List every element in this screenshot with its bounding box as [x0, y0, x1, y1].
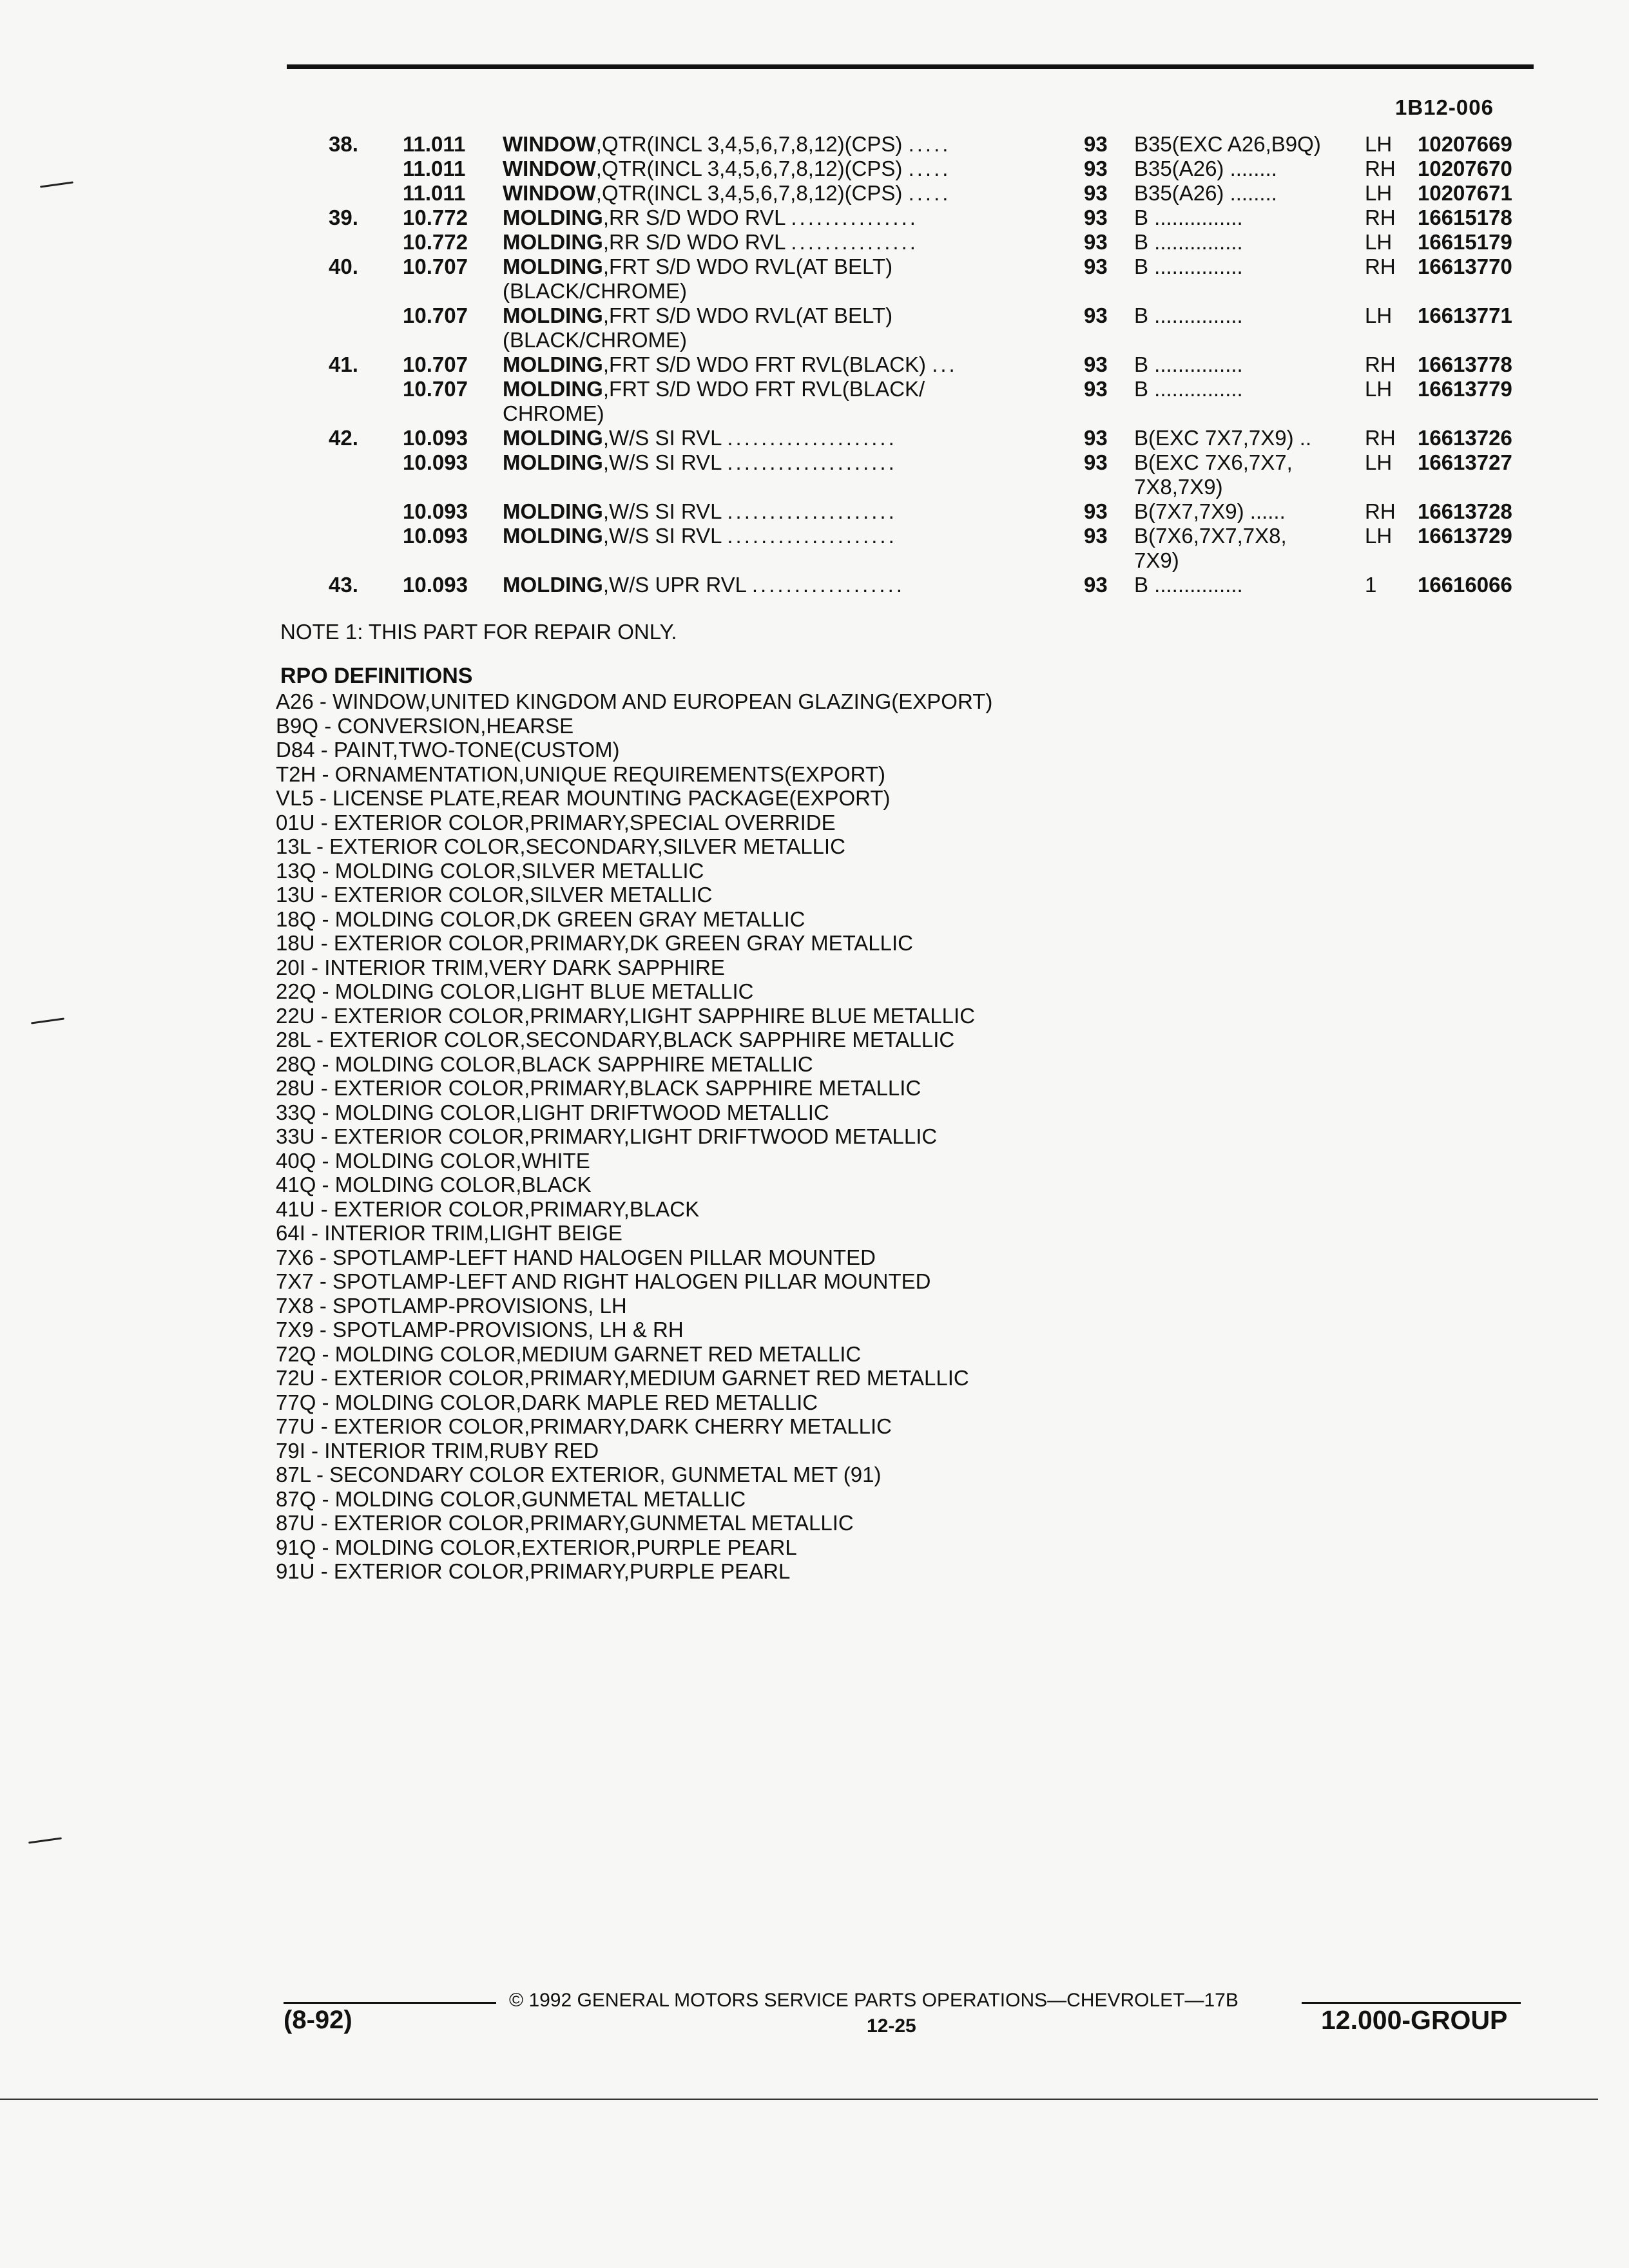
part-detail: (BLACK/CHROME) — [503, 279, 688, 303]
part-year: 93 — [1084, 377, 1108, 401]
note-text: NOTE 1: THIS PART FOR REPAIR ONLY. — [280, 620, 677, 644]
part-group: 11.011 — [403, 132, 466, 156]
part-year: 93 — [1084, 573, 1108, 597]
part-description — [503, 279, 1031, 303]
part-year: 93 — [1084, 206, 1108, 229]
leader-dots: .................... — [727, 450, 897, 474]
rpo-definition: 13L - EXTERIOR COLOR,SECONDARY,SILVER METALLIC — [276, 834, 845, 858]
part-group: 10.772 — [403, 206, 468, 229]
part-year: 93 — [1084, 450, 1108, 474]
part-detail: ,QTR(INCL 3,4,5,6,7,8,12)(CPS) — [595, 132, 903, 156]
rpo-definition: 7X8 - SPOTLAMP-PROVISIONS, LH — [276, 1293, 627, 1318]
rpo-definition: 41Q - MOLDING COLOR,BLACK — [276, 1173, 592, 1196]
part-group: 10.707 — [403, 352, 468, 376]
part-group: 11.011 — [403, 181, 466, 205]
rpo-definition: 91Q - MOLDING COLOR,EXTERIOR,PURPLE PEARL — [276, 1535, 797, 1559]
rpo-definition: 91U - EXTERIOR COLOR,PRIMARY,PURPLE PEARL — [276, 1559, 791, 1583]
part-year: 93 — [1084, 524, 1108, 548]
part-side: LH — [1365, 377, 1393, 401]
part-name: WINDOW — [503, 132, 596, 156]
part-group: 10.093 — [403, 524, 468, 548]
part-name: MOLDING — [503, 352, 603, 376]
part-number: 16613778 — [1418, 352, 1512, 376]
part-model: B ............... — [1134, 230, 1243, 254]
part-group: 10.707 — [403, 377, 468, 401]
part-side: LH — [1365, 181, 1393, 205]
rpo-definitions-title: RPO DEFINITIONS — [280, 664, 473, 688]
part-side: RH — [1365, 499, 1396, 523]
part-detail: CHROME) — [503, 401, 604, 425]
part-model: B35(A26) ........ — [1134, 157, 1277, 180]
part-group: 10.772 — [403, 230, 468, 254]
part-description — [503, 352, 1031, 377]
part-detail: ,FRT S/D WDO FRT RVL(BLACK) — [602, 352, 927, 376]
part-name: MOLDING — [503, 573, 603, 597]
part-number: 16613779 — [1418, 377, 1512, 401]
part-name: MOLDING — [503, 499, 603, 523]
rpo-definition: 28U - EXTERIOR COLOR,PRIMARY,BLACK SAPPHIRE METALLIC — [276, 1076, 921, 1100]
part-ref: 43. — [329, 573, 358, 597]
part-description — [503, 426, 1031, 450]
part-ref: 42. — [329, 426, 358, 450]
page-bottom-rule — [0, 2099, 1598, 2100]
rpo-definition: 87U - EXTERIOR COLOR,PRIMARY,GUNMETAL METALLIC — [276, 1511, 854, 1535]
part-group: 10.093 — [403, 426, 468, 450]
leader-dots: .................... — [727, 426, 897, 450]
part-description — [503, 132, 1031, 157]
rpo-definition: 13Q - MOLDING COLOR,SILVER METALLIC — [276, 858, 704, 883]
part-detail: ,W/S SI RVL — [602, 524, 722, 548]
part-number: 10207670 — [1418, 157, 1512, 180]
part-model: B ............... — [1134, 255, 1243, 278]
part-number: 16613729 — [1418, 524, 1512, 548]
part-group: 10.093 — [403, 499, 468, 523]
rpo-definition: 7X9 - SPOTLAMP-PROVISIONS, LH & RH — [276, 1318, 684, 1341]
part-ref: 40. — [329, 255, 358, 278]
part-detail: ,QTR(INCL 3,4,5,6,7,8,12)(CPS) — [595, 181, 903, 205]
part-name: MOLDING — [503, 206, 603, 229]
part-model: B ............... — [1134, 206, 1243, 229]
rpo-definition: B9Q - CONVERSION,HEARSE — [276, 713, 574, 738]
rpo-definition: 01U - EXTERIOR COLOR,PRIMARY,SPECIAL OVERRIDE — [276, 810, 836, 834]
part-description — [503, 450, 1031, 475]
footer-rule-left — [284, 2002, 496, 2004]
part-side: RH — [1365, 206, 1396, 229]
part-group: 10.093 — [403, 450, 468, 474]
part-name: WINDOW — [503, 157, 596, 180]
part-description — [503, 573, 1031, 597]
part-number: 10207669 — [1418, 132, 1512, 156]
rpo-definition: 79I - INTERIOR TRIM,RUBY RED — [276, 1438, 599, 1463]
part-detail: ,W/S SI RVL — [602, 499, 722, 523]
rpo-definition: 77Q - MOLDING COLOR,DARK MAPLE RED METALLIC — [276, 1390, 818, 1414]
part-year: 93 — [1084, 426, 1108, 450]
part-model: B(7X6,7X7,7X8, — [1134, 524, 1287, 548]
part-description — [503, 255, 1031, 279]
rpo-definition: 13U - EXTERIOR COLOR,SILVER METALLIC — [276, 883, 713, 907]
part-name: MOLDING — [503, 426, 603, 450]
part-detail: ,RR S/D WDO RVL — [602, 230, 786, 254]
rpo-definition: 22U - EXTERIOR COLOR,PRIMARY,LIGHT SAPPHIRE BLUE METALLIC — [276, 1003, 976, 1028]
part-detail: ,W/S SI RVL — [602, 450, 722, 474]
footer-page-number: 12-25 — [867, 2015, 916, 2037]
footer-copyright: © 1992 GENERAL MOTORS SERVICE PARTS OPERATIONS—CHEVROLET—17B — [509, 1990, 1239, 2011]
part-year: 93 — [1084, 352, 1108, 376]
rpo-definition: VL5 - LICENSE PLATE,REAR MOUNTING PACKAGE(EXPORT) — [276, 786, 891, 810]
leader-dots: ..... — [908, 132, 951, 156]
part-detail: ,QTR(INCL 3,4,5,6,7,8,12)(CPS) — [595, 157, 903, 180]
rpo-definition: D84 - PAINT,TWO-TONE(CUSTOM) — [276, 738, 620, 762]
part-model: B ............... — [1134, 303, 1243, 327]
rpo-definition: 18U - EXTERIOR COLOR,PRIMARY,DK GREEN GRAY METALLIC — [276, 931, 914, 955]
rpo-definition: 72Q - MOLDING COLOR,MEDIUM GARNET RED METALLIC — [276, 1341, 862, 1366]
part-year: 93 — [1084, 499, 1108, 523]
rpo-definition: 22Q - MOLDING COLOR,LIGHT BLUE METALLIC — [276, 979, 754, 1003]
rpo-definition: 18Q - MOLDING COLOR,DK GREEN GRAY METALLIC — [276, 907, 805, 931]
part-name: MOLDING — [503, 255, 603, 278]
part-side: RH — [1365, 157, 1396, 180]
rpo-definition: 41U - EXTERIOR COLOR,PRIMARY,BLACK — [276, 1196, 700, 1221]
part-description — [503, 206, 1031, 230]
part-side: LH — [1365, 450, 1393, 474]
rpo-definition: 20I - INTERIOR TRIM,VERY DARK SAPPHIRE — [276, 955, 725, 979]
rpo-definitions-list — [276, 689, 992, 1584]
part-name: WINDOW — [503, 181, 596, 205]
footer-revision: (8-92) — [284, 2006, 352, 2034]
part-ref: 39. — [329, 206, 358, 229]
rpo-definition: 7X6 - SPOTLAMP-LEFT HAND HALOGEN PILLAR MOUNTED — [276, 1245, 876, 1269]
part-model: 7X9) — [1134, 548, 1179, 572]
part-description — [503, 157, 1031, 181]
part-side: LH — [1365, 230, 1393, 254]
part-model: B ............... — [1134, 573, 1243, 597]
part-side: RH — [1365, 352, 1396, 376]
rpo-definition: 28Q - MOLDING COLOR,BLACK SAPPHIRE METALLIC — [276, 1052, 813, 1076]
rpo-definition: 72U - EXTERIOR COLOR,PRIMARY,MEDIUM GARNET RED METALLIC — [276, 1366, 969, 1390]
rpo-definition: 33Q - MOLDING COLOR,LIGHT DRIFTWOOD METALLIC — [276, 1100, 829, 1124]
part-description — [503, 401, 1031, 426]
part-detail: ,W/S SI RVL — [602, 426, 722, 450]
part-detail: ,RR S/D WDO RVL — [602, 206, 786, 229]
page-code: 1B12-006 — [1395, 95, 1494, 119]
part-number: 16616066 — [1418, 573, 1512, 597]
part-number: 10207671 — [1418, 181, 1512, 205]
part-ref: 38. — [329, 132, 358, 156]
rpo-definition: 87Q - MOLDING COLOR,GUNMETAL METALLIC — [276, 1486, 746, 1511]
part-number: 16615179 — [1418, 230, 1512, 254]
footer-group: 12.000-GROUP — [1321, 2005, 1508, 2035]
part-model: B(EXC 7X7,7X9) .. — [1134, 426, 1312, 450]
part-side: LH — [1365, 132, 1393, 156]
part-group: 11.011 — [403, 157, 466, 180]
part-side: RH — [1365, 426, 1396, 450]
part-model: B ............... — [1134, 377, 1243, 401]
leader-dots: .................... — [727, 499, 897, 523]
part-number: 16613771 — [1418, 303, 1512, 327]
part-model: B(EXC 7X6,7X7, — [1134, 450, 1293, 474]
part-description — [503, 328, 1031, 352]
leader-dots: ..... — [908, 157, 951, 180]
part-name: MOLDING — [503, 303, 603, 327]
rpo-definition: 77U - EXTERIOR COLOR,PRIMARY,DARK CHERRY METALLIC — [276, 1414, 892, 1438]
part-side: LH — [1365, 524, 1393, 548]
part-year: 93 — [1084, 132, 1108, 156]
part-side: LH — [1365, 303, 1393, 327]
part-name: MOLDING — [503, 230, 603, 254]
part-description — [503, 524, 1031, 548]
part-number: 16613727 — [1418, 450, 1512, 474]
part-number: 16613728 — [1418, 499, 1512, 523]
part-year: 93 — [1084, 230, 1108, 254]
part-model: B35(A26) ........ — [1134, 181, 1277, 205]
footer-rule-right — [1302, 2002, 1521, 2004]
leader-dots: ............... — [791, 230, 918, 254]
part-year: 93 — [1084, 255, 1108, 278]
part-group: 10.707 — [403, 303, 468, 327]
part-ref: 41. — [329, 352, 358, 376]
part-side: 1 — [1365, 573, 1377, 597]
rpo-definition: 87L - SECONDARY COLOR EXTERIOR, GUNMETAL MET (91) — [276, 1463, 882, 1486]
leader-dots: ..... — [908, 181, 951, 205]
part-name: MOLDING — [503, 377, 603, 401]
part-detail: ,W/S UPR RVL — [602, 573, 746, 597]
part-name: MOLDING — [503, 450, 603, 474]
part-detail: ,FRT S/D WDO RVL(AT BELT) — [602, 303, 893, 327]
leader-dots: .................... — [727, 524, 897, 548]
part-description — [503, 499, 1031, 524]
part-model: B(7X7,7X9) ...... — [1134, 499, 1286, 523]
rpo-definition: 64I - INTERIOR TRIM,LIGHT BEIGE — [276, 1221, 622, 1245]
leader-dots: .................. — [751, 573, 905, 597]
part-description — [503, 377, 1031, 401]
part-model: 7X8,7X9) — [1134, 475, 1223, 499]
part-year: 93 — [1084, 303, 1108, 327]
part-year: 93 — [1084, 181, 1108, 205]
part-number: 16613726 — [1418, 426, 1512, 450]
part-detail: (BLACK/CHROME) — [503, 328, 688, 352]
part-year: 93 — [1084, 157, 1108, 180]
part-number: 16613770 — [1418, 255, 1512, 278]
part-side: RH — [1365, 255, 1396, 278]
part-description — [503, 181, 1031, 206]
leader-dots: ... — [932, 352, 958, 376]
rpo-definition: 7X7 - SPOTLAMP-LEFT AND RIGHT HALOGEN PILLAR MOUNTED — [276, 1269, 931, 1293]
part-description — [503, 230, 1031, 255]
leader-dots: ............... — [791, 206, 918, 229]
part-detail: ,FRT S/D WDO RVL(AT BELT) — [602, 255, 893, 278]
part-number: 16615178 — [1418, 206, 1512, 229]
part-group: 10.093 — [403, 573, 468, 597]
part-name: MOLDING — [503, 524, 603, 548]
rpo-definition: 28L - EXTERIOR COLOR,SECONDARY,BLACK SAPPHIRE METALLIC — [276, 1028, 955, 1052]
rpo-definition: 40Q - MOLDING COLOR,WHITE — [276, 1148, 590, 1173]
rpo-definition: 33U - EXTERIOR COLOR,PRIMARY,LIGHT DRIFTWOOD METALLIC — [276, 1124, 938, 1148]
part-group: 10.707 — [403, 255, 468, 278]
part-description — [503, 303, 1031, 328]
part-detail: ,FRT S/D WDO FRT RVL(BLACK/ — [602, 377, 925, 401]
part-model: B35(EXC A26,B9Q) — [1134, 132, 1321, 156]
rpo-definition: A26 - WINDOW,UNITED KINGDOM AND EUROPEAN GLAZING(EXPORT) — [276, 689, 993, 713]
rpo-definition: T2H - ORNAMENTATION,UNIQUE REQUIREMENTS(EXPORT) — [276, 762, 886, 786]
part-model: B ............... — [1134, 352, 1243, 376]
